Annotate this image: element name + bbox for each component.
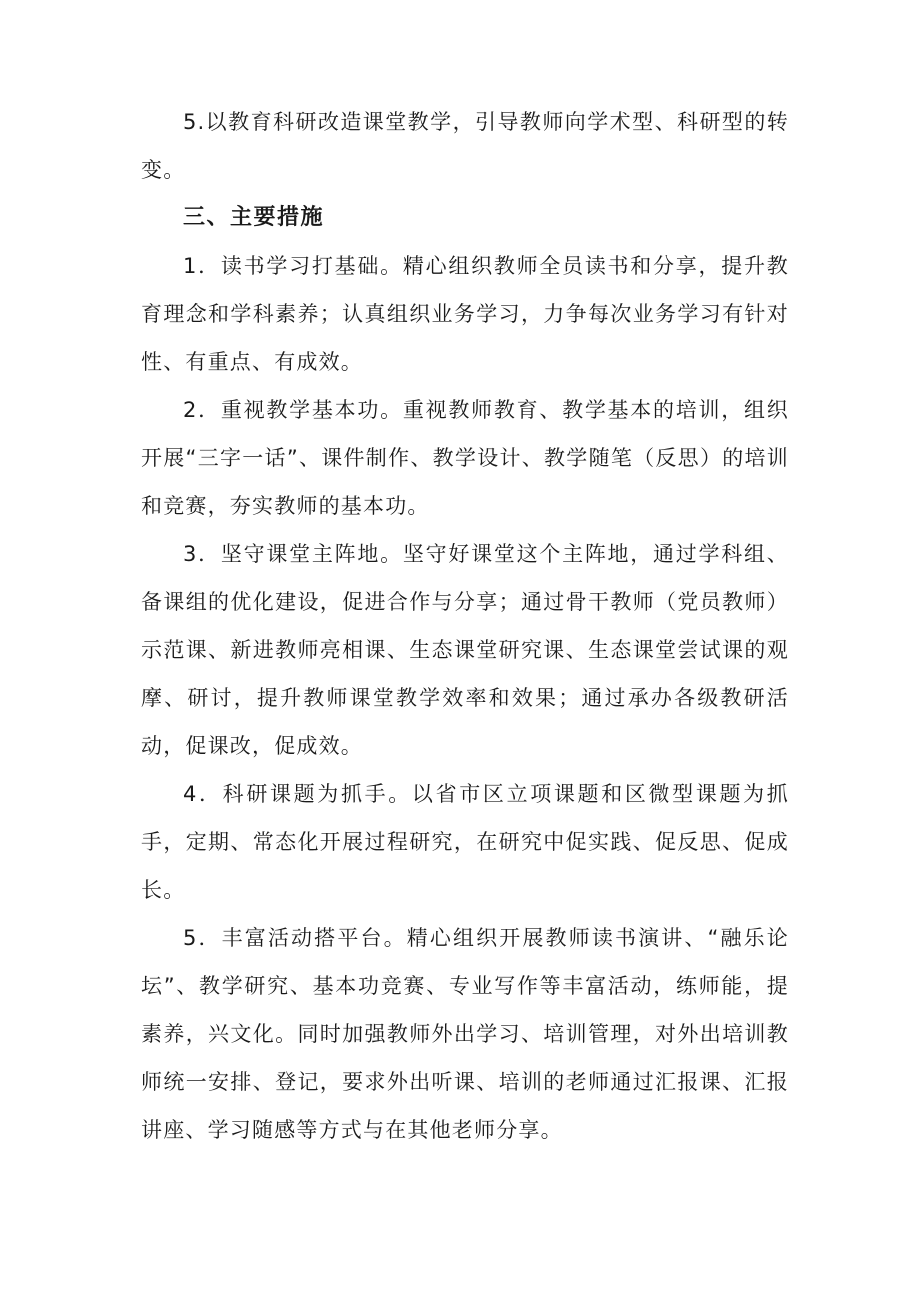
paragraph-measure-3: 3．坚守课堂主阵地。坚守好课堂这个主阵地，通过学科组、备课组的优化建设，促进合作与分享；通过骨干教师（党员教师）示范课、新进教师亮相课、生态课堂研究课、生态课堂尝试课的观摩、研讨，提升教师课堂教学效率和效果；通过承办各级教研活动，促课改，促成效。 [141,542,789,758]
paragraph-measure-1: 1．读书学习打基础。精心组织教师全员读书和分享，提升教育理念和学科素养；认真组织业务学习，力争每次业务学习有针对性、有重点、有成效。 [141,254,789,374]
document-body [141,98,789,1154]
paragraph-measure-2: 2．重视教学基本功。重视教师教育、教学基本的培训，组织开展“三字一话”、课件制作、教学设计、教学随笔（反思）的培训和竞赛，夯实教师的基本功。 [141,398,789,518]
paragraph-measure-5: 5．丰富活动搭平台。精心组织开展教师读书演讲、“融乐论坛”、教学研究、基本功竞赛、专业写作等丰富活动，练师能，提素养，兴文化。同时加强教师外出学习、培训管理，对外出培训教师统一安排、登记，要求外出听课、培训的老师通过汇报课、汇报讲座、学习随感等方式与在其他老师分享。 [141,926,789,1142]
paragraph-measure-4: 4．科研课题为抓手。以省市区立项课题和区微型课题为抓手，定期、常态化开展过程研究，在研究中促实践、促反思、促成长。 [141,782,789,902]
paragraph-goal-5: 5.以教育科研改造课堂教学，引导教师向学术型、科研型的转变。 [141,110,789,182]
section-heading-main-measures: 三、主要措施 [183,205,325,230]
